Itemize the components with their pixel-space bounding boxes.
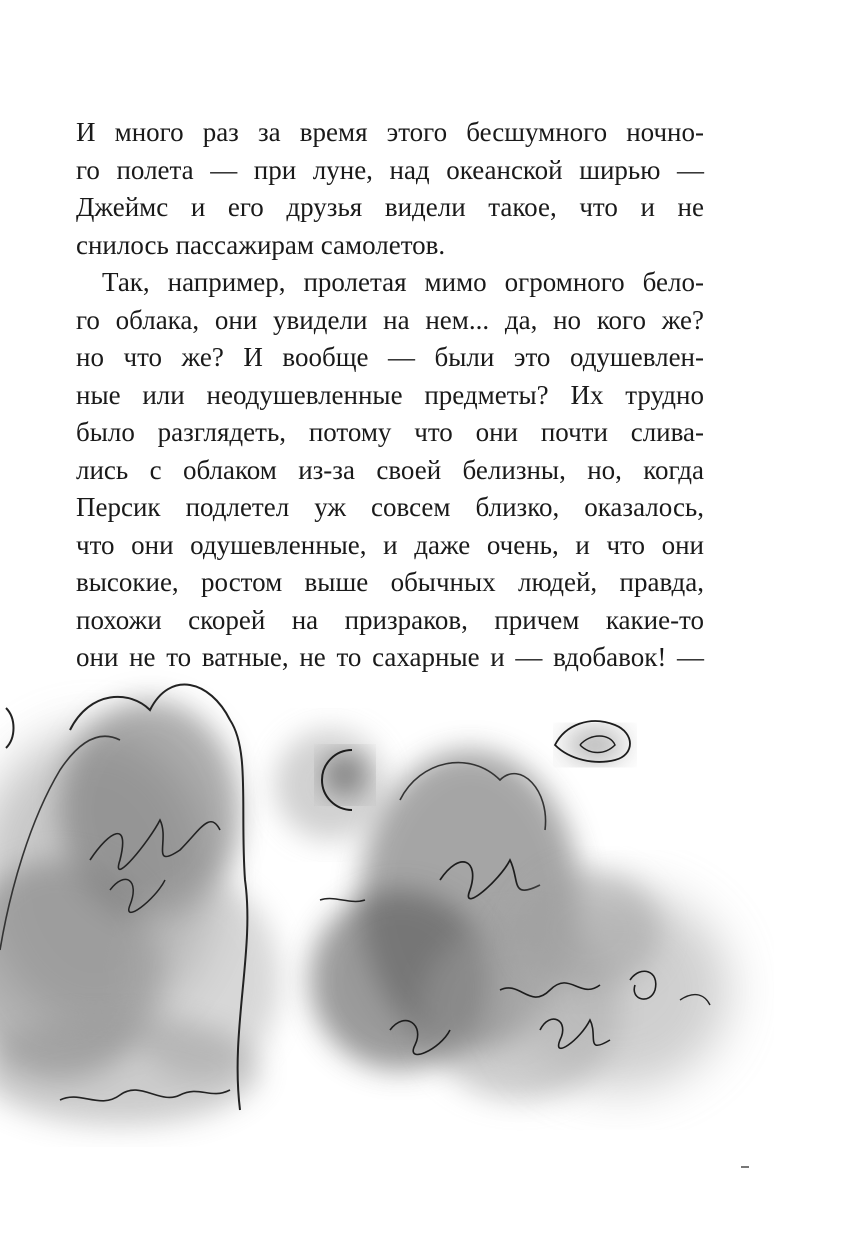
cloud-illustration — [0, 650, 851, 1150]
text-line: что они одушевленные, и даже очень, и что они — [76, 529, 704, 560]
text-line: высокие, ростом выше обычных людей, правда, — [76, 567, 704, 597]
text-line: го полета — при луне, над океанской ширью — — [76, 154, 704, 185]
text-line: лись с облаком из-за своей белизны, но, когда — [76, 454, 704, 485]
text-line: Персик подлетел уж совсем близко, оказалось, — [76, 492, 704, 522]
moon — [275, 730, 385, 840]
text-line: Джеймс и его друзья видели такое, что и не — [76, 192, 704, 222]
text-line: го облака, они увидели на нем... да, но кого же? — [76, 304, 704, 335]
text-line: ные или неодушевленные предметы? Их трудно — [76, 379, 704, 410]
small-cloud — [555, 721, 630, 762]
page-mark — [741, 1166, 749, 1168]
text-line: похожи скорей на призраков, причем какие-то — [76, 604, 704, 635]
left-cloud — [0, 685, 280, 1125]
text-line: снилось пассажирам самолетов. — [76, 229, 446, 260]
text-line: И много раз за время этого бесшумного ночно- — [76, 117, 704, 147]
text-line: Так, например, пролетая мимо огромного бело- — [102, 267, 704, 297]
body-text — [76, 114, 704, 677]
text-line: они не то ватные, не то сахарные и — вдобавок! — — [76, 642, 704, 672]
text-line: было разглядеть, потому что они почти слива- — [76, 417, 704, 447]
text-line: но что же? И вообще — были это одушевлен- — [76, 342, 704, 372]
